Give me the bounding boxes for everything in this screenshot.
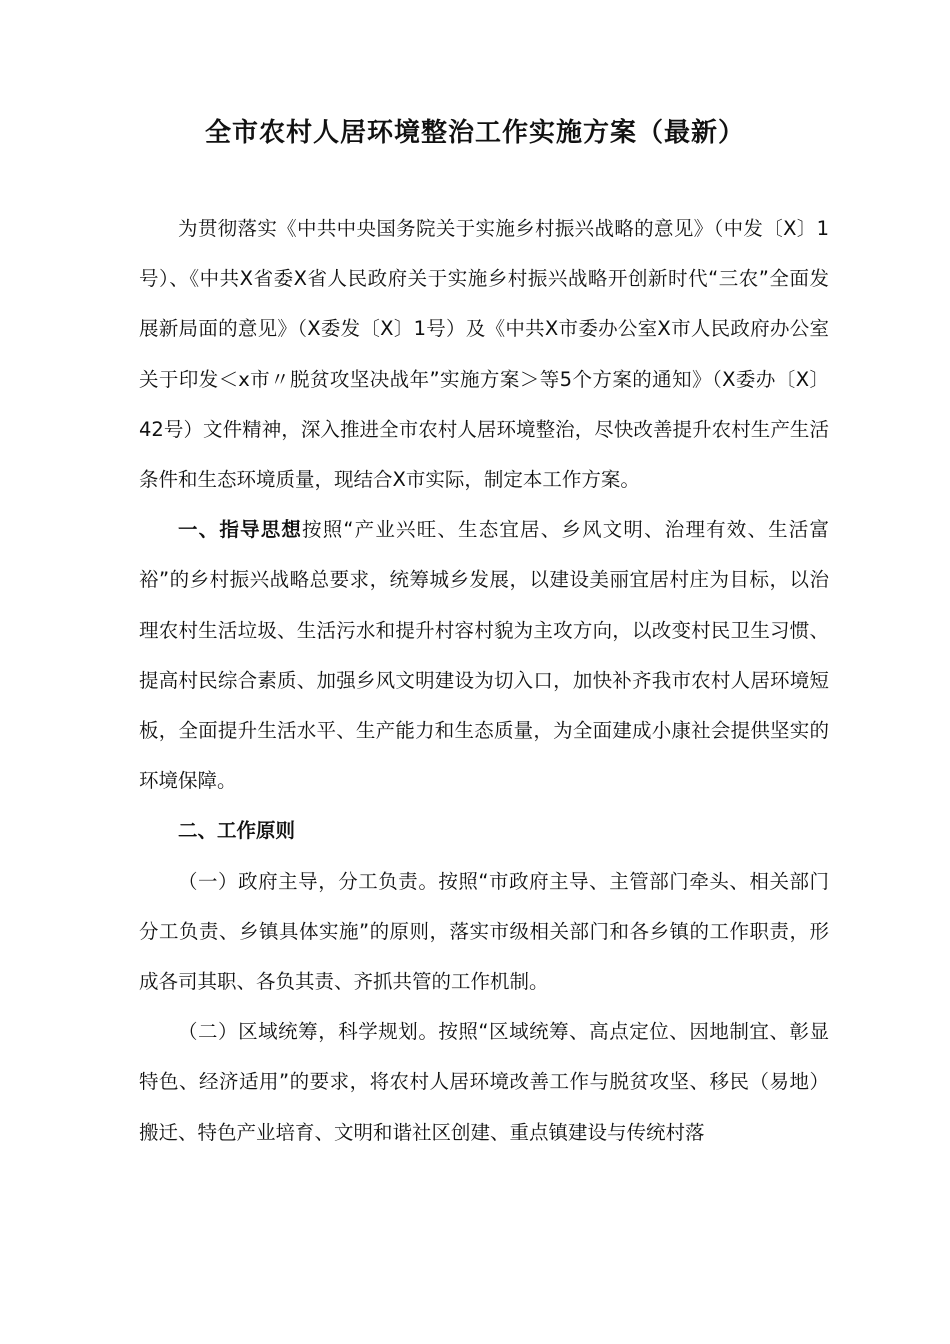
document-title: 全市农村人居环境整治工作实施方案（最新）	[204, 118, 745, 148]
section-2-heading	[139, 806, 829, 856]
section-1-paragraph	[139, 505, 829, 806]
section-1-text: 按照“产业兴旺、生态宜居、乡风文明、治理有效、生活富裕”的乡村振兴战略总要求，统筹城乡发展，以建设美丽宜居村庄为目标，以治理农村生活垃圾、生活污水和提升村容村貌为主攻方向，以改变村民卫生习惯、提高村民综合素质、加强乡风文明建设为切入口，加快补齐我市农村人居环境短板，全面提升生活水平、生产能力和生态质量，为全面建成小康社会提供坚实的环境保障。	[139, 518, 829, 793]
document-body	[139, 204, 829, 1158]
section-2-heading-text: 二、工作原则	[178, 819, 296, 843]
principle-2-paragraph: （二）区域统筹，科学规划。按照“区域统筹、高点定位、因地制宜、彰显特色、经济适用”的要求，将农村人居环境改善工作与脱贫攻坚、移民（易地）搬迁、特色产业培育、文明和谐社区创建、重点镇建设与传统村落	[139, 1020, 829, 1144]
section-1-heading: 一、指导思想	[178, 518, 303, 542]
intro-paragraph: 为贯彻落实《中共中央国务院关于实施乡村振兴战略的意见》（中发〔X〕1号）、《中共X省委X省人民政府关于实施乡村振兴战略开创新时代“三农”全面发展新局面的意见》（X委发〔X〕1号）及《中共X市委办公室X市人民政府办公室关于印发＜x市〃脱贫攻坚决战年”实施方案＞等5个方案的通知》（X委办〔X〕42号）文件精神，深入推进全市农村人居环境整治，尽快改善提升农村生产生活条件和生态环境质量，现结合X市实际，制定本工作方案。	[139, 217, 829, 492]
principle-1-paragraph: （一）政府主导，分工负责。按照“市政府主导、主管部门牵头、相关部门分工负责、乡镇具体实施”的原则，落实市级相关部门和各乡镇的工作职责，形成各司其职、各负其责、齐抓共管的工作机制。	[139, 869, 829, 994]
